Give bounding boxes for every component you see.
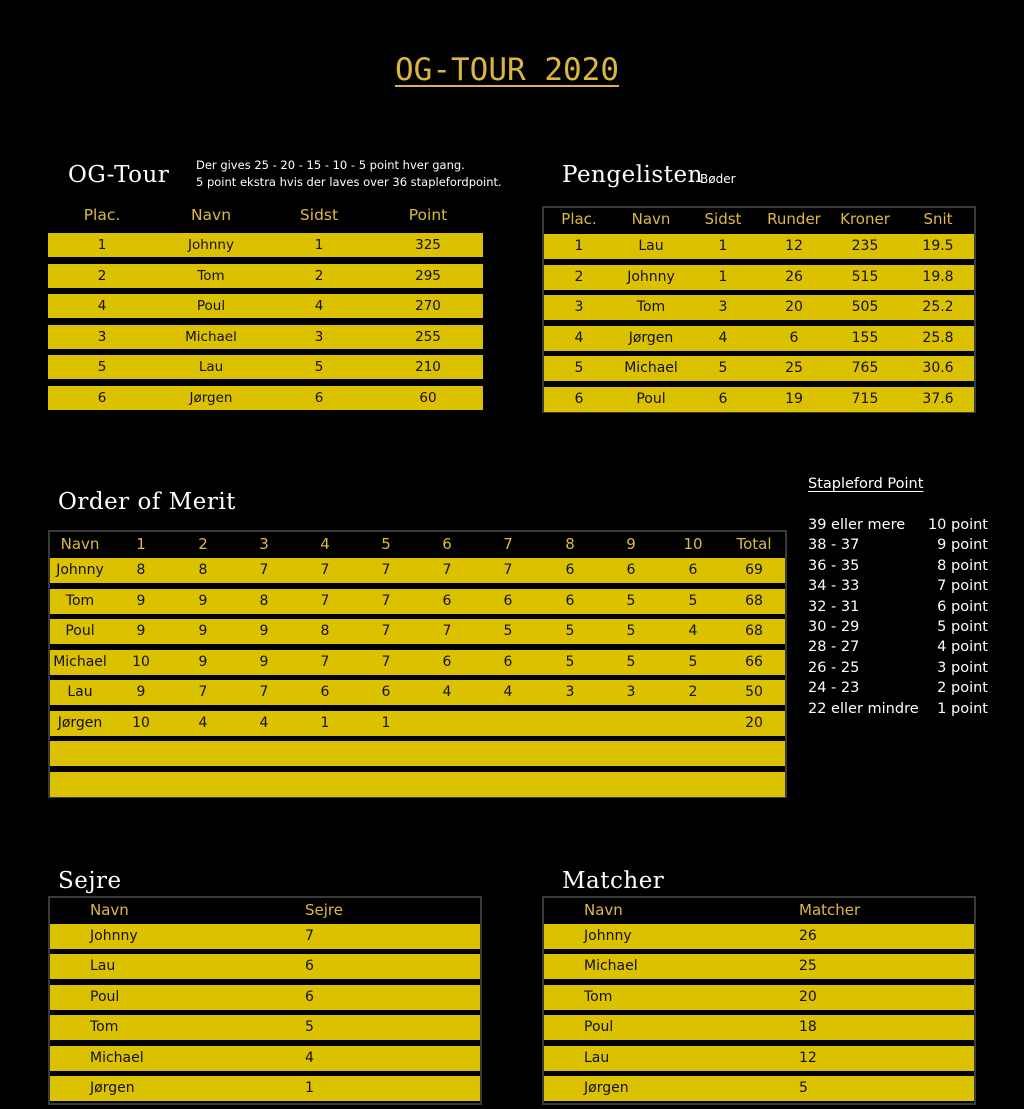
table-row [50,1076,480,1101]
order_of_merit-cell: 20 [745,714,763,731]
pengelisten-cell: 4 [574,329,584,346]
sejre-cell: Michael [90,1049,144,1066]
order_of_merit-cell: 66 [745,653,763,670]
pengelisten-cell: 3 [718,299,728,316]
stapleford-title[interactable]: Stapleford Point [808,476,924,492]
sejre-cell: 5 [305,1019,314,1036]
pengelisten-col-header: Sidst [704,210,742,228]
pengelisten-cell: 25.8 [922,329,954,346]
table-row [50,711,785,736]
pengelisten-cell: Johnny [627,268,675,285]
order_of_merit-cell: 4 [503,684,513,700]
ogtour-cell: 6 [97,390,107,406]
table-row [50,1015,480,1040]
order_of_merit-cell: 7 [442,562,452,578]
ogtour-cell: 2 [314,267,324,284]
ogtour-col-header: Navn [190,206,232,224]
order_of_merit-cell: 68 [745,623,763,639]
order_of_merit-cell: 6 [565,592,575,609]
order_of_merit-cell: 5 [626,653,636,670]
ogtour-cell: 210 [415,359,441,376]
matcher-cell: 5 [799,1080,808,1096]
ogtour-cell: 325 [415,237,441,253]
pengelisten-cell: 2 [574,268,584,285]
stapleford-row [808,617,1018,637]
table-row [50,1046,480,1071]
order_of_merit-cell: 8 [198,562,208,578]
ogtour-cell: 3 [314,328,324,345]
order_of_merit-cell: Lau [67,684,93,700]
order_of_merit-col-header: 1 [136,535,146,553]
table-row [544,234,974,259]
stapleford-points: 5 point [937,619,988,635]
stapleford-row [808,658,1018,678]
pengelisten-cell: Tom [636,299,666,316]
table-row [50,589,785,614]
pengelisten-cell: 1 [718,268,728,285]
order_of_merit-cell: 5 [503,623,513,639]
matcher-cell: 26 [799,928,817,944]
table-row [544,1046,974,1071]
pengelisten-cell: 1 [718,238,728,254]
order_of_merit-cell: Johnny [56,562,104,578]
stapleford-points: 1 point [937,700,988,717]
ogtour-note-line2: 5 point ekstra hvis der laves over 36 staplefordpoint. [196,175,502,189]
order_of_merit-cell: 9 [259,623,269,639]
pengelisten-cell: 6 [574,391,584,407]
table-row [544,326,974,351]
order_of_merit-cell: 50 [745,684,763,700]
pengelisten-cell: 765 [851,360,879,377]
table-row [50,954,480,979]
order_of_merit-cell: 69 [745,562,763,578]
matcher-col-header: Navn [584,901,623,919]
order-of-merit-heading: Order of Merit [58,489,236,515]
order_of_merit-cell: 7 [259,684,269,700]
table-row [544,356,974,381]
sejre-heading: Sejre [58,868,122,894]
matcher-col-header: Matcher [799,901,861,919]
order_of_merit-cell: 6 [320,684,330,700]
order_of_merit-cell: 2 [688,684,698,700]
stapleford-points: 9 point [937,537,988,554]
ogtour-cell: 255 [415,328,441,345]
order_of_merit-cell: 4 [688,623,698,639]
sejre-cell: Lau [90,958,116,975]
pengelisten-col-header: Runder [767,210,821,228]
table-row [50,985,480,1010]
table-row [48,294,483,318]
order_of_merit-col-header: Navn [60,535,100,553]
order_of_merit-cell: 4 [442,684,452,700]
sejre-cell: Poul [90,988,120,1005]
sejre-cell: Johnny [90,928,138,944]
table-row [48,264,483,288]
stapleford-row [808,699,1018,719]
stapleford-row [808,576,1018,596]
stapleford-points: 10 point [927,517,988,533]
order_of_merit-cell: 8 [259,592,269,609]
sejre-cell: 7 [305,928,314,944]
order_of_merit-cell: Tom [65,592,95,609]
order_of_merit-cell: 6 [442,653,452,670]
sejre-cell: 6 [305,958,314,975]
matcher-cell: Jørgen [584,1080,629,1096]
pengelisten-cell: 19.5 [922,238,954,254]
order_of_merit-cell: 7 [198,684,208,700]
stapleford-range: 26 - 25 [808,659,860,676]
table-row [544,954,974,979]
sejre-cell: Jørgen [90,1080,135,1096]
order_of_merit-cell: 7 [320,592,330,609]
table-row [50,924,480,949]
pengelisten-col-header: Navn [631,210,671,228]
stapleford-points: 7 point [937,578,988,595]
order_of_merit-cell: 6 [381,684,391,700]
order_of_merit-col-header: 9 [626,535,636,553]
ogtour-cell: 1 [97,237,107,253]
pengelisten-cell: 25.2 [922,299,954,316]
order_of_merit-cell: 6 [503,592,513,609]
stapleford-row [808,515,1018,535]
order_of_merit-col-header: 6 [442,535,452,553]
pengelisten-cell: 20 [785,299,803,316]
pengelisten-cell: 515 [851,268,879,285]
order_of_merit-cell: 6 [442,592,452,609]
order_of_merit-col-header: 10 [683,535,703,553]
order_of_merit-cell: 9 [198,592,208,609]
matcher-cell: Johnny [584,928,632,944]
stapleford-range: 38 - 37 [808,537,860,554]
order_of_merit-cell: Poul [65,623,95,639]
ogtour-note [196,157,502,191]
order-of-merit-table [48,530,787,798]
pengelisten-cell: 4 [718,329,728,346]
matcher-cell: 18 [799,1019,817,1036]
ogtour-cell: 5 [314,359,324,376]
table-row [50,741,785,766]
matcher-heading: Matcher [562,868,665,894]
stapleford-range: 34 - 33 [808,578,860,595]
pengelisten-cell: Michael [624,360,678,377]
sejre-cell: 4 [305,1049,314,1066]
pengelisten-cell: 5 [718,360,728,377]
sejre-cell: Tom [90,1019,119,1036]
ogtour-cell: Johnny [188,237,234,253]
pengelisten-cell: 12 [785,238,803,254]
matcher-cell: Lau [584,1049,610,1066]
table-row [544,265,974,290]
stapleford-points: 2 point [937,680,988,697]
ogtour-cell: Jørgen [189,390,233,406]
order_of_merit-col-header: Total [736,535,772,553]
pengelisten-heading: Pengelisten [562,162,703,188]
pengelisten-cell: 25 [785,360,803,377]
ogtour-cell: 4 [97,298,107,315]
ogtour-note-line1: Der gives 25 - 20 - 15 - 10 - 5 point hver gang. [196,158,465,172]
order_of_merit-cell: Jørgen [57,714,103,731]
order_of_merit-cell: 1 [320,714,330,731]
pengelisten-cell: 5 [574,360,584,377]
ogtour-heading: OG-Tour [68,162,170,188]
order_of_merit-cell: 3 [626,684,636,700]
stapleford-points: 3 point [937,659,988,676]
order_of_merit-cell: 9 [136,684,146,700]
order_of_merit-cell: 6 [565,562,575,578]
order_of_merit-cell: 9 [136,592,146,609]
pengelisten-table [542,206,976,413]
stapleford-row [808,556,1018,576]
ogtour-cell: 3 [97,328,107,345]
sejre-table [48,896,482,1105]
pengelisten-cell: 155 [851,329,879,346]
order_of_merit-cell: 10 [132,653,150,670]
pengelisten-cell: 6 [718,391,728,407]
pengelisten-cell: Jørgen [628,329,674,346]
stapleford-range: 30 - 29 [808,619,860,635]
sejre-cell: 1 [305,1080,314,1096]
order_of_merit-cell: 7 [503,562,513,578]
matcher-cell: Tom [584,988,613,1005]
order_of_merit-col-header: 5 [381,535,391,553]
table-row [50,772,785,797]
order_of_merit-cell: 5 [565,623,575,639]
order_of_merit-cell: 8 [320,623,330,639]
matcher-cell: 25 [799,958,817,975]
stapleford-row [808,597,1018,617]
stapleford-range: 28 - 27 [808,639,860,656]
sejre-col-header: Sejre [305,901,343,919]
ogtour-cell: 270 [415,298,441,315]
pengelisten-col-header: Plac. [561,210,597,228]
page-title: OG-TOUR 2020 [395,52,619,88]
table-row [544,924,974,949]
table-row [50,680,785,705]
pengelisten-cell: 26 [785,268,803,285]
matcher-cell: 20 [799,988,817,1005]
stapleford-row [808,535,1018,555]
matcher-table [542,896,976,1105]
stapleford-points: 4 point [937,639,988,656]
order_of_merit-cell: 7 [381,623,391,639]
pengelisten-col-header: Kroner [840,210,890,228]
ogtour-col-header: Plac. [83,206,121,224]
ogtour-cell: 2 [97,267,107,284]
order_of_merit-cell: 7 [381,592,391,609]
table-row [48,386,483,410]
table-row [50,558,785,583]
stapleford-range: 24 - 23 [808,680,860,697]
ogtour-cell: 4 [314,298,324,315]
order_of_merit-cell: 8 [136,562,146,578]
order_of_merit-cell: 1 [381,714,391,731]
order_of_merit-cell: 7 [320,562,330,578]
order_of_merit-col-header: 7 [503,535,513,553]
order_of_merit-cell: 5 [688,592,698,609]
order_of_merit-cell: 5 [626,623,636,639]
stapleford-row [808,678,1018,698]
pengelisten-cell: Poul [636,391,666,407]
order_of_merit-cell: 7 [442,623,452,639]
order_of_merit-col-header: 4 [320,535,330,553]
order_of_merit-col-header: 3 [259,535,269,553]
ogtour-cell: Tom [197,267,225,284]
pengelisten-cell: 37.6 [922,391,954,407]
order_of_merit-cell: 4 [198,714,208,731]
table-row [48,355,483,379]
ogtour-cell: 295 [415,267,441,284]
pengelisten-col-header: Snit [923,210,953,228]
order_of_merit-cell: 10 [132,714,150,731]
ogtour-cell: 60 [419,390,437,406]
order_of_merit-cell: 7 [320,653,330,670]
order_of_merit-cell: 6 [503,653,513,670]
stapleford-points: 6 point [937,598,988,615]
order_of_merit-cell: 6 [626,562,636,578]
ogtour-cell: 5 [97,359,107,376]
table-row [544,1015,974,1040]
stapleford-list [808,515,1018,725]
pengelisten-cell: 715 [851,391,879,407]
order_of_merit-cell: 6 [688,562,698,578]
order_of_merit-cell: 7 [381,653,391,670]
stapleford-range: 39 eller mere [808,517,906,533]
order_of_merit-cell: 9 [198,653,208,670]
order_of_merit-col-header: 2 [198,535,208,553]
pengelisten-cell: 505 [851,299,879,316]
table-row [48,325,483,349]
pengelisten-cell: Lau [638,238,664,254]
order_of_merit-cell: 5 [565,653,575,670]
ogtour-col-header: Point [408,206,448,224]
stapleford-points: 8 point [937,557,988,574]
stapleford-range: 22 eller mindre [808,700,919,717]
stapleford-range: 32 - 31 [808,598,860,615]
order_of_merit-col-header: 8 [565,535,575,553]
ogtour-cell: Michael [185,328,237,345]
ogtour-table [48,206,483,412]
pengelisten-cell: 6 [789,329,799,346]
table-row [544,387,974,412]
pengelisten-cell: 1 [574,238,584,254]
ogtour-col-header: Sidst [299,206,339,224]
table-row [544,295,974,320]
pengelisten-cell: 235 [851,238,879,254]
order_of_merit-cell: 5 [626,592,636,609]
pengelisten-cell: 19 [785,391,803,407]
ogtour-cell: 6 [314,390,324,406]
pengelisten-cell: 19.8 [922,268,954,285]
order_of_merit-cell: Michael [53,653,107,670]
order_of_merit-cell: 5 [688,653,698,670]
matcher-cell: Michael [584,958,638,975]
ogtour-cell: Poul [196,298,226,315]
order_of_merit-cell: 7 [381,562,391,578]
boder-link[interactable]: Bøder [700,172,736,186]
pengelisten-cell: 3 [574,299,584,316]
ogtour-cell: Lau [198,359,224,376]
table-row [50,619,785,644]
pengelisten-cell: 30.6 [922,360,954,377]
order_of_merit-cell: 9 [136,623,146,639]
order_of_merit-cell: 7 [259,562,269,578]
sejre-cell: 6 [305,988,314,1005]
order_of_merit-cell: 4 [259,714,269,731]
table-row [544,985,974,1010]
stapleford-row [808,637,1018,657]
table-row [48,233,483,257]
order_of_merit-cell: 9 [198,623,208,639]
order_of_merit-cell: 3 [565,684,575,700]
matcher-cell: Poul [584,1019,614,1036]
sejre-col-header: Navn [90,901,129,919]
order_of_merit-cell: 68 [745,592,763,609]
stapleford-range: 36 - 35 [808,557,860,574]
table-row [544,1076,974,1101]
matcher-cell: 12 [799,1049,817,1066]
ogtour-cell: 1 [314,237,324,253]
order_of_merit-cell: 9 [259,653,269,670]
table-row [50,650,785,675]
